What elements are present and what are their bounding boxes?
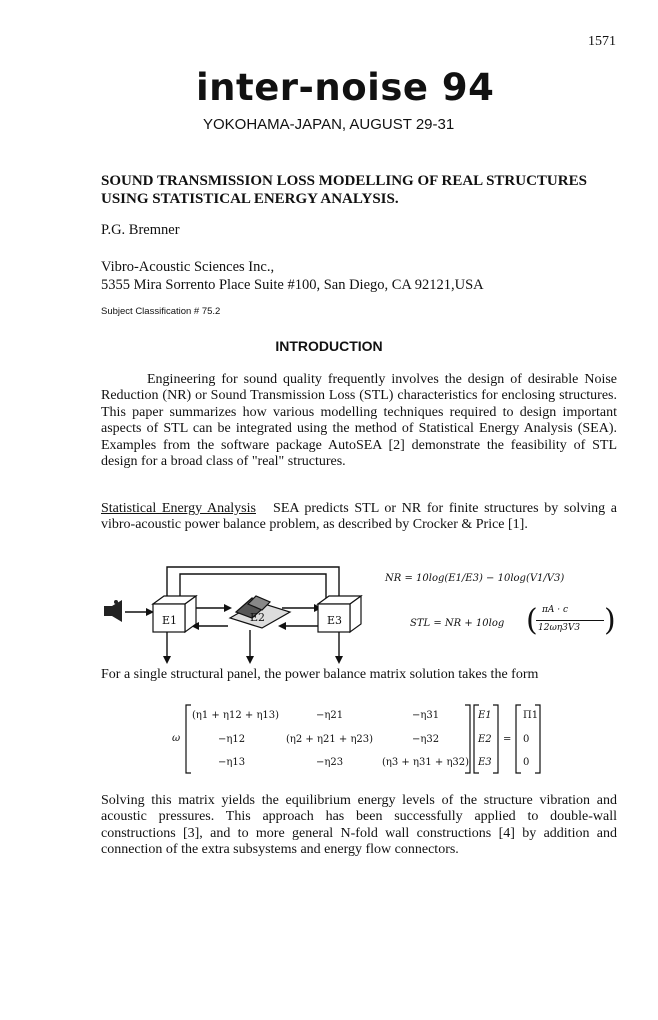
stl-numerator: πA · c bbox=[542, 605, 569, 615]
rhs-r2: 0 bbox=[523, 734, 530, 745]
conference-location: YOKOHAMA-JAPAN, AUGUST 29-31 bbox=[203, 116, 455, 133]
paper-title: SOUND TRANSMISSION LOSS MODELLING OF REAL STRUCTURES USING STATISTICAL ENERGY ANALYSIS. bbox=[101, 173, 587, 207]
stl-left-paren: ( bbox=[526, 603, 538, 638]
node-e3-label: E3 bbox=[327, 614, 343, 627]
matrix-r2c2: (η2 + η21 + η23) bbox=[286, 734, 374, 745]
matrix-equals: = bbox=[503, 734, 512, 745]
conference-logo: inter-noise 94 bbox=[196, 66, 495, 109]
node-e2-label: E2 bbox=[250, 611, 266, 624]
nr-equation: NR = 10log(E1/E3) − 10log(V1/V3) bbox=[385, 573, 565, 584]
matrix-r3c3: (η3 + η31 + η32) bbox=[382, 757, 470, 768]
energy-e3: E3 bbox=[478, 757, 492, 768]
node-e1-label: E1 bbox=[162, 614, 178, 627]
sea-label: Statistical Energy Analysis bbox=[101, 501, 256, 516]
stl-denominator: 12ωη3V3 bbox=[538, 623, 581, 633]
matrix-r1c2: −η21 bbox=[316, 710, 344, 721]
closing-paragraph: Solving this matrix yields the equilibrium energy levels of the structure vibration and acoustic pressures. This approach has been successfully applied to double-wall constructions [3], and to more general N-fold wall constructions [4] by addition and connection of the extra subsystems and energy flow connectors. bbox=[101, 793, 617, 858]
section-heading: INTRODUCTION bbox=[275, 338, 383, 354]
matrix-r1c1: (η1 + η12 + η13) bbox=[192, 710, 280, 721]
affiliation-line-1: Vibro-Acoustic Sciences Inc., bbox=[101, 259, 275, 275]
rhs-r1: Π1 bbox=[523, 710, 539, 721]
matrix-intro: For a single structural panel, the power balance matrix solution takes the form bbox=[101, 667, 539, 682]
matrix-r1c3: −η31 bbox=[412, 710, 440, 721]
author: P.G. Bremner bbox=[101, 222, 180, 238]
page-number: 1571 bbox=[588, 34, 616, 49]
affiliation-line-2: 5355 Mira Sorrento Place Suite #100, San Diego, CA 92121,USA bbox=[101, 277, 484, 293]
matrix-r3c1: −η13 bbox=[218, 757, 246, 768]
subject-classification: Subject Classification # 75.2 bbox=[101, 306, 221, 317]
matrix-r3c2: −η23 bbox=[316, 757, 344, 768]
stl-right-paren: ) bbox=[604, 603, 616, 638]
matrix-r2c3: −η32 bbox=[412, 734, 440, 745]
energy-e2: E2 bbox=[478, 734, 492, 745]
matrix-omega: ω bbox=[172, 733, 181, 744]
energy-e1: E1 bbox=[478, 710, 492, 721]
rhs-r3: 0 bbox=[523, 757, 530, 768]
intro-paragraph: Engineering for sound quality frequently involves the design of desirable Noise Reduction (NR) or Sound Transmission Loss (STL) characteristics for enclosing structures. This paper summarizes how various modelling techniques required to design important aspects of STL can be integrated using the method of Statistical Energy Analysis (SEA). Examples from the software package AutoSEA [2] demonstrate the feasibility of STL design for a broad class of "real" structures. bbox=[101, 372, 617, 470]
sea-paragraph-text: SEA predicts STL or NR for finite structures by solving a vibro-acoustic power balance problem, as described by Crocker & Price [1]. bbox=[101, 501, 618, 533]
stl-equation: STL = NR + 10log bbox=[410, 618, 505, 629]
matrix-r2c1: −η12 bbox=[218, 734, 246, 745]
